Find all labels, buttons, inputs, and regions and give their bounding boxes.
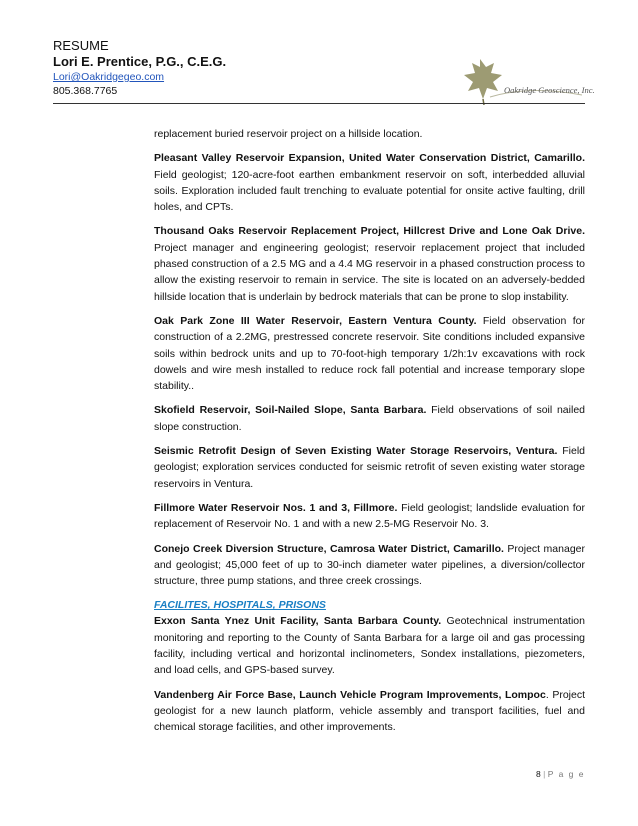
oak-leaf-icon bbox=[460, 55, 585, 105]
phone-number: 805.368.7765 bbox=[53, 85, 118, 97]
project-description: Field observation for construction of a 2.2MG, prestressed concrete reservoir. Site conditions included expansive soils within bedrock units and up to 70-foot-high temporary 1/2h:1v excavations with rock dowels and wire mesh installed to reduce rock fall potential and increase temporary slope stability.. bbox=[154, 314, 585, 393]
company-logo bbox=[460, 55, 595, 105]
project-entry bbox=[154, 223, 585, 304]
candidate-name: Lori E. Prentice, P.G., C.E.G. bbox=[53, 54, 227, 69]
project-entry bbox=[154, 687, 585, 736]
project-entry bbox=[154, 613, 585, 678]
project-list bbox=[154, 126, 585, 589]
footer-separator: | bbox=[543, 769, 546, 779]
resume-content bbox=[154, 126, 585, 744]
project-title: Pleasant Valley Reservoir Expansion, United Water Conservation District, Camarillo. bbox=[154, 152, 585, 165]
project-description: Geotechnical instrumentation monitoring and reporting to the County of Santa Barbara for a large oil and gas processing facility, including vertical and horizontal inclinometers, Sondex installations, piezometers, and load cells, and GPS-based survey. bbox=[154, 615, 585, 677]
section-heading: FACILITES, HOSPITALS, PRISONS bbox=[154, 599, 326, 612]
project-description: Field geologist; exploration services conducted for seismic retrofit of seven existing water storage reservoirs in Ventura. bbox=[154, 445, 585, 490]
email-link[interactable]: Lori@Oakridgegeo.com bbox=[53, 71, 165, 83]
project-description: Field geologist; 120-acre-foot earthen embankment reservoir on soft, interbedded alluvial soils. Exploration included fault trenching to evaluate potential for onsite active faulting, drill holes, and CPTs. bbox=[154, 168, 585, 214]
project-entry bbox=[154, 126, 585, 142]
project-description: replacement buried reservoir project on a hillside location. bbox=[154, 128, 423, 140]
page-word: P a g e bbox=[547, 769, 585, 779]
project-description: Field geologist; landslide evaluation for replacement of Reservoir No. 1 and with a new 2.5-MG Reservoir No. 3. bbox=[154, 501, 585, 531]
project-title: Vandenberg Air Force Base, Launch Vehicle Program Improvements, Lompoc bbox=[154, 688, 546, 701]
project-entry bbox=[154, 313, 585, 394]
project-title: Oak Park Zone III Water Reservoir, Eastern Ventura County. bbox=[154, 314, 477, 327]
project-entry bbox=[154, 402, 585, 435]
project-description: Project manager and geologist; 45,000 feet of up to 30-inch diameter water pipelines, a diversion/collector structure, three pump stations, and three creek crossings. bbox=[154, 542, 585, 588]
project-entry bbox=[154, 541, 585, 590]
project-title: Thousand Oaks Reservoir Replacement Project, Hillcrest Drive and Lone Oak Drive. bbox=[154, 225, 585, 238]
project-title: Exxon Santa Ynez Unit Facility, Santa Barbara County. bbox=[154, 615, 442, 628]
project-list-facilities bbox=[154, 613, 585, 735]
project-entry bbox=[154, 443, 585, 492]
resume-label: RESUME bbox=[53, 38, 109, 53]
page-number: 8 bbox=[536, 769, 541, 779]
logo-text: Oakridge Geoscience, Inc. bbox=[504, 85, 595, 95]
project-description: . Project geologist for a new launch platform, vehicle assembly and transport facilities, fuel and chemical storage facilities, and other improvements. bbox=[154, 688, 585, 734]
project-description: Project manager and engineering geologist; reservoir replacement project that included phased construction of a 2.5 MG and a 4.4 MG reservoir in a phased construction process to allow the existing reservoir to remain in service. The site is located on an adversely-bedded hillside location that is underlain by bedrock materials that can be prone to slop instability. bbox=[154, 241, 585, 303]
project-title: Seismic Retrofit Design of Seven Existing Water Storage Reservoirs, Ventura. bbox=[154, 445, 558, 458]
project-title: Fillmore Water Reservoir Nos. 1 and 3, Fillmore. bbox=[154, 501, 398, 514]
project-entry bbox=[154, 150, 585, 215]
project-entry bbox=[154, 500, 585, 533]
page-footer bbox=[536, 769, 585, 779]
resume-header bbox=[53, 38, 226, 98]
header-divider bbox=[53, 103, 585, 104]
project-title: Skofield Reservoir, Soil-Nailed Slope, Santa Barbara. bbox=[154, 404, 427, 417]
project-description: Field observations of soil nailed slope construction. bbox=[154, 404, 585, 433]
project-title: Conejo Creek Diversion Structure, Camrosa Water District, Camarillo. bbox=[154, 542, 504, 555]
